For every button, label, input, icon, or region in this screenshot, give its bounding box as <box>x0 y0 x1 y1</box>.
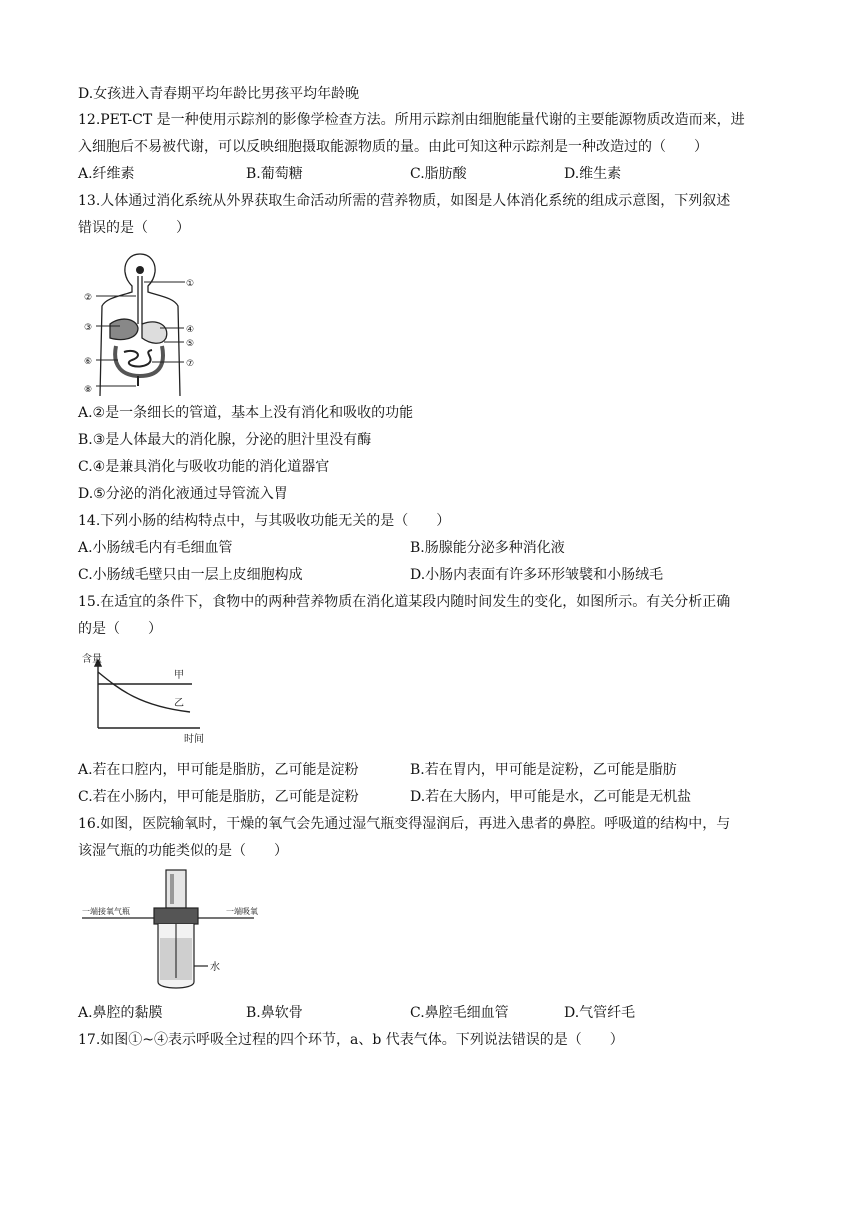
q15-stem-line1: 15.在适宜的条件下，食物中的两种营养物质在消化道某段内随时间发生的变化，如图所示。有关分析正确 <box>78 594 731 610</box>
q11-option-d: D.女孩进入青春期平均年龄比男孩平均年龄晚 <box>78 86 360 102</box>
q16-stem-line2: 该湿气瓶的功能类似的是（ ） <box>78 843 288 859</box>
q15-option-c: C.若在小肠内，甲可能是脂肪，乙可能是淀粉 <box>78 789 359 805</box>
q12-option-a: A.纤维素 <box>78 166 135 182</box>
q13-stem-line1: 13.人体通过消化系统从外界获取生命活动所需的营养物质，如图是人体消化系统的组成示意图，下列叙述 <box>78 193 731 209</box>
q16-stem-line1: 16.如图，医院输氧时，干燥的氧气会先通过湿气瓶变得湿润后，再进入患者的鼻腔。呼吸道的结构中，与 <box>78 816 731 832</box>
q13-option-b: B.③是人体最大的消化腺，分泌的胆汁里没有酶 <box>78 432 372 448</box>
fig-right-label: 一端吸氧 <box>226 907 258 916</box>
q14-stem: 14.下列小肠的结构特点中，与其吸收功能无关的是（ ） <box>78 513 451 529</box>
fig-water-label: 水 <box>210 962 220 973</box>
q13-option-c: C.④是兼具消化与吸收功能的消化道器官 <box>78 459 330 475</box>
figure-label-5: ⑤ <box>186 339 195 349</box>
q15-option-b: B.若在胃内，甲可能是淀粉，乙可能是脂肪 <box>410 762 677 778</box>
figure-label-7: ⑦ <box>186 359 195 369</box>
q13-option-a: A.②是一条细长的管道，基本上没有消化和吸收的功能 <box>78 405 414 421</box>
graph-ylabel: 含量 <box>82 654 102 665</box>
q12-option-d: D.维生素 <box>564 166 622 182</box>
q12-option-c: C.脂肪酸 <box>410 166 467 182</box>
q15-option-d: D.若在大肠内，甲可能是水，乙可能是无机盐 <box>410 789 692 805</box>
q14-option-d: D.小肠内表面有许多环形皱襞和小肠绒毛 <box>410 567 664 583</box>
graph-series-jia: 甲 <box>174 670 184 681</box>
q16-option-c: C.鼻腔毛细血管 <box>410 1005 509 1021</box>
q16-option-b: B.鼻软骨 <box>246 1005 303 1021</box>
digestive-system-figure <box>80 246 210 396</box>
q12-stem-line1: 12.PET-CT 是一种使用示踪剂的影像学检查方法。所用示踪剂由细胞能量代谢的主要能源物质改造而来，进 <box>78 112 745 128</box>
figure-label-3: ③ <box>84 323 93 333</box>
q13-option-d: D.⑤分泌的消化液通过导管流入胃 <box>78 486 288 502</box>
figure-label-6: ⑥ <box>84 357 93 367</box>
figure-label-1: ① <box>186 279 195 289</box>
q15-option-a: A.若在口腔内，甲可能是脂肪，乙可能是淀粉 <box>78 762 359 778</box>
q15-stem-line2: 的是（ ） <box>78 621 162 637</box>
fig-left-label: 一端接氧气瓶 <box>82 907 130 916</box>
q14-option-a: A.小肠绒毛内有毛细血管 <box>78 540 233 556</box>
figure-label-8: ⑧ <box>84 385 93 395</box>
q12-option-b: B.葡萄糖 <box>246 166 303 182</box>
q16-option-d: D.气管纤毛 <box>564 1005 636 1021</box>
q12-stem-line2: 入细胞后不易被代谢，可以反映细胞摄取能源物质的量。由此可知这种示踪剂是一种改造过的（ ） <box>78 139 708 155</box>
graph-series-yi: 乙 <box>174 698 184 709</box>
q16-option-a: A.鼻腔的黏膜 <box>78 1005 163 1021</box>
q14-option-b: B.肠腺能分泌多种消化液 <box>410 540 565 556</box>
figure-label-2: ② <box>84 293 93 303</box>
q14-option-c: C.小肠绒毛壁只由一层上皮细胞构成 <box>78 567 303 583</box>
q17-stem: 17.如图①~④表示呼吸全过程的四个环节，a、b 代表气体。下列说法错误的是（ ） <box>78 1032 624 1048</box>
graph-xlabel: 时间 <box>184 734 204 745</box>
humidifier-bottle-figure <box>80 868 280 994</box>
figure-label-4: ④ <box>186 325 195 335</box>
nutrient-change-graph <box>80 650 220 746</box>
q13-stem-line2: 错误的是（ ） <box>78 220 190 236</box>
